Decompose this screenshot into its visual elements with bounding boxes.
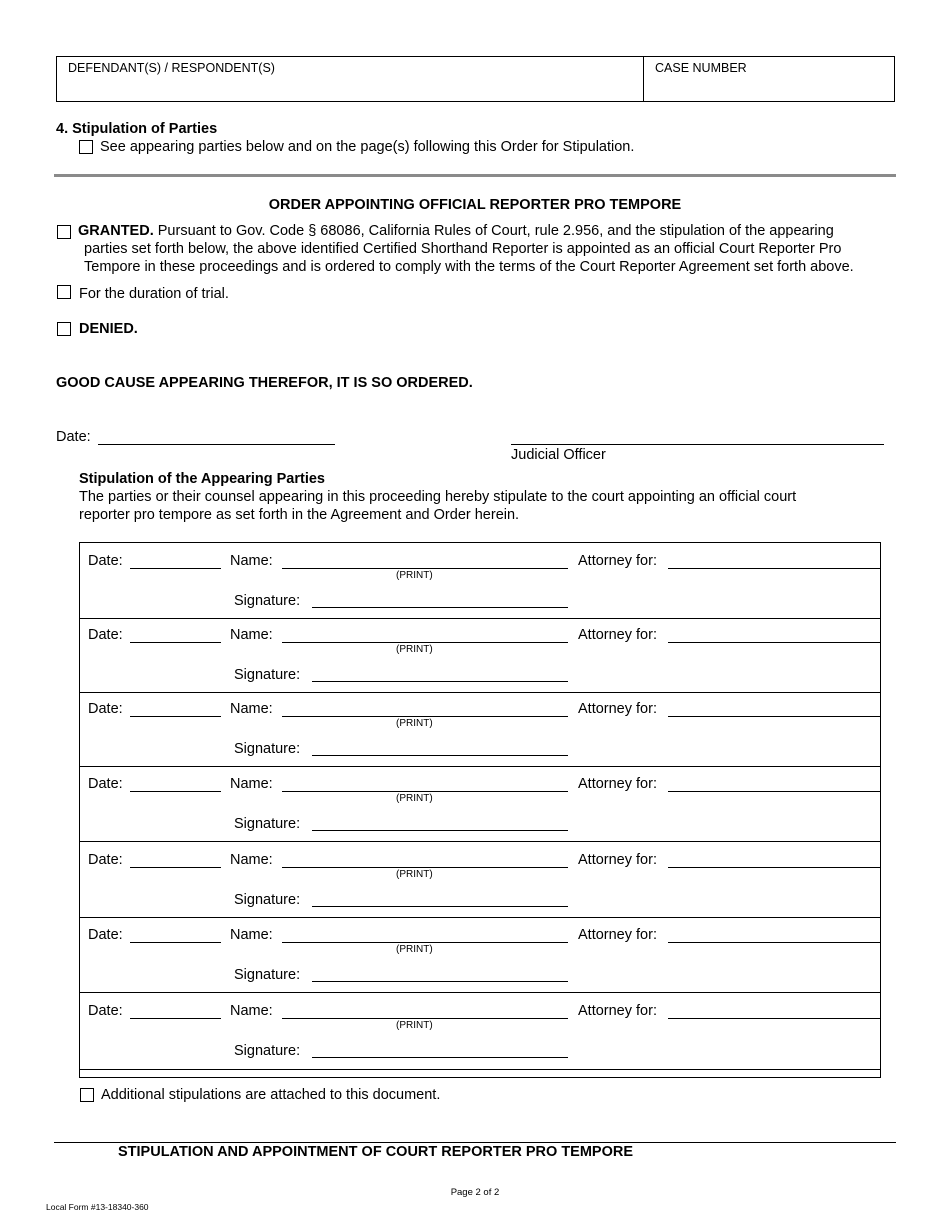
row-name-field[interactable] [282, 642, 568, 643]
row-print-label: (PRINT) [396, 793, 433, 804]
row-attorney-field[interactable] [668, 642, 880, 643]
row-name-field[interactable] [282, 716, 568, 717]
row-name-label: Name: [230, 776, 273, 792]
defendant-label: DEFENDANT(S) / RESPONDENT(S) [68, 61, 275, 75]
row-signature-field[interactable] [312, 1057, 568, 1058]
granted-line3: Tempore in these proceedings and is ordered to comply with the terms of the Court Reporter Agreement set forth above. [84, 259, 854, 275]
form-number: Local Form #13-18340-360 [46, 1202, 149, 1212]
footer-title: STIPULATION AND APPOINTMENT OF COURT REPORTER PRO TEMPORE [118, 1144, 634, 1160]
row-name-label: Name: [230, 927, 273, 943]
row-signature-field[interactable] [312, 906, 568, 907]
duration-checkbox[interactable] [57, 285, 71, 299]
see-appearing-checkbox[interactable] [79, 140, 93, 154]
row-signature-label: Signature: [234, 892, 301, 908]
see-appearing-text: See appearing parties below and on the page(s) following this Order for Stipulation. [100, 139, 635, 155]
party-row [80, 543, 880, 619]
row-attorney-field[interactable] [668, 942, 880, 943]
granted-line2: parties set forth below, the above identified Certified Shorthand Reporter is appointed as an official Court Reporter Pro [84, 241, 842, 257]
row-date-field[interactable] [130, 1018, 221, 1019]
row-signature-field[interactable] [312, 830, 568, 831]
row-attorney-label: Attorney for: [578, 553, 657, 569]
row-name-label: Name: [230, 852, 273, 868]
row-attorney-field[interactable] [668, 1018, 880, 1019]
row-date-label: Date: [88, 553, 123, 569]
denied-label: DENIED. [79, 321, 138, 337]
row-date-label: Date: [88, 627, 123, 643]
row-print-label: (PRINT) [396, 644, 433, 655]
additional-stipulations-text: Additional stipulations are attached to this document. [101, 1087, 441, 1103]
row-print-label: (PRINT) [396, 869, 433, 880]
row-date-label: Date: [88, 701, 123, 717]
footer-rule [54, 1142, 896, 1143]
defendant-field[interactable] [68, 78, 638, 98]
row-signature-label: Signature: [234, 816, 301, 832]
order-date-field[interactable] [98, 444, 335, 445]
row-name-field[interactable] [282, 568, 568, 569]
section-divider [54, 174, 896, 177]
row-name-label: Name: [230, 627, 273, 643]
row-signature-field[interactable] [312, 755, 568, 756]
row-signature-label: Signature: [234, 967, 301, 983]
row-date-label: Date: [88, 1003, 123, 1019]
row-name-field[interactable] [282, 867, 568, 868]
party-row [80, 691, 880, 767]
row-date-label: Date: [88, 776, 123, 792]
stipulation-text-line1: The parties or their counsel appearing in this proceeding hereby stipulate to the court appointing an official court [79, 489, 797, 505]
row-print-label: (PRINT) [396, 718, 433, 729]
row-attorney-label: Attorney for: [578, 701, 657, 717]
party-row [80, 766, 880, 842]
granted-label: GRANTED. [78, 223, 154, 239]
row-attorney-field[interactable] [668, 716, 880, 717]
row-date-label: Date: [88, 927, 123, 943]
row-print-label: (PRINT) [396, 944, 433, 955]
row-signature-label: Signature: [234, 593, 301, 609]
row-name-field[interactable] [282, 942, 568, 943]
row-attorney-label: Attorney for: [578, 627, 657, 643]
party-row [80, 993, 880, 1070]
row-name-label: Name: [230, 701, 273, 717]
caption-divider [643, 56, 644, 102]
party-row [80, 842, 880, 918]
row-attorney-label: Attorney for: [578, 852, 657, 868]
row-name-label: Name: [230, 1003, 273, 1019]
row-print-label: (PRINT) [396, 1020, 433, 1031]
case-number-label: CASE NUMBER [655, 61, 747, 75]
additional-stipulations-checkbox[interactable] [80, 1088, 94, 1102]
row-name-field[interactable] [282, 1018, 568, 1019]
row-signature-field[interactable] [312, 681, 568, 682]
parties-table [79, 542, 881, 1078]
party-row [80, 617, 880, 693]
order-date-label: Date: [56, 429, 91, 445]
row-signature-field[interactable] [312, 981, 568, 982]
row-name-field[interactable] [282, 791, 568, 792]
party-row [80, 917, 880, 993]
row-date-field[interactable] [130, 867, 221, 868]
page-number: Page 2 of 2 [450, 1187, 500, 1198]
row-date-field[interactable] [130, 942, 221, 943]
row-attorney-field[interactable] [668, 867, 880, 868]
case-number-field[interactable] [655, 78, 890, 98]
granted-checkbox[interactable] [57, 225, 71, 239]
row-signature-label: Signature: [234, 667, 301, 683]
order-title: ORDER APPOINTING OFFICIAL REPORTER PRO TEMPORE [268, 197, 682, 213]
row-print-label: (PRINT) [396, 570, 433, 581]
row-signature-label: Signature: [234, 1043, 301, 1059]
row-date-field[interactable] [130, 642, 221, 643]
row-attorney-field[interactable] [668, 791, 880, 792]
row-attorney-label: Attorney for: [578, 1003, 657, 1019]
row-date-field[interactable] [130, 568, 221, 569]
stipulation-text-line2: reporter pro tempore as set forth in the Agreement and Order herein. [79, 507, 520, 523]
section4-heading: 4. Stipulation of Parties [56, 121, 218, 137]
duration-text: For the duration of trial. [79, 286, 229, 302]
row-date-field[interactable] [130, 716, 221, 717]
row-signature-field[interactable] [312, 607, 568, 608]
row-attorney-field[interactable] [668, 568, 880, 569]
granted-paragraph [78, 223, 834, 239]
row-attorney-label: Attorney for: [578, 776, 657, 792]
judicial-officer-signature-line[interactable] [511, 444, 884, 445]
judicial-officer-label: Judicial Officer [511, 447, 606, 463]
denied-checkbox[interactable] [57, 322, 71, 336]
row-name-label: Name: [230, 553, 273, 569]
row-date-field[interactable] [130, 791, 221, 792]
good-cause-text: GOOD CAUSE APPEARING THEREFOR, IT IS SO ORDERED. [56, 375, 473, 391]
row-date-label: Date: [88, 852, 123, 868]
row-signature-label: Signature: [234, 741, 301, 757]
granted-line1: Pursuant to Gov. Code § 68086, California Rules of Court, rule 2.956, and the stipulation of the appearing [153, 223, 834, 239]
row-attorney-label: Attorney for: [578, 927, 657, 943]
stipulation-heading: Stipulation of the Appearing Parties [79, 471, 325, 487]
